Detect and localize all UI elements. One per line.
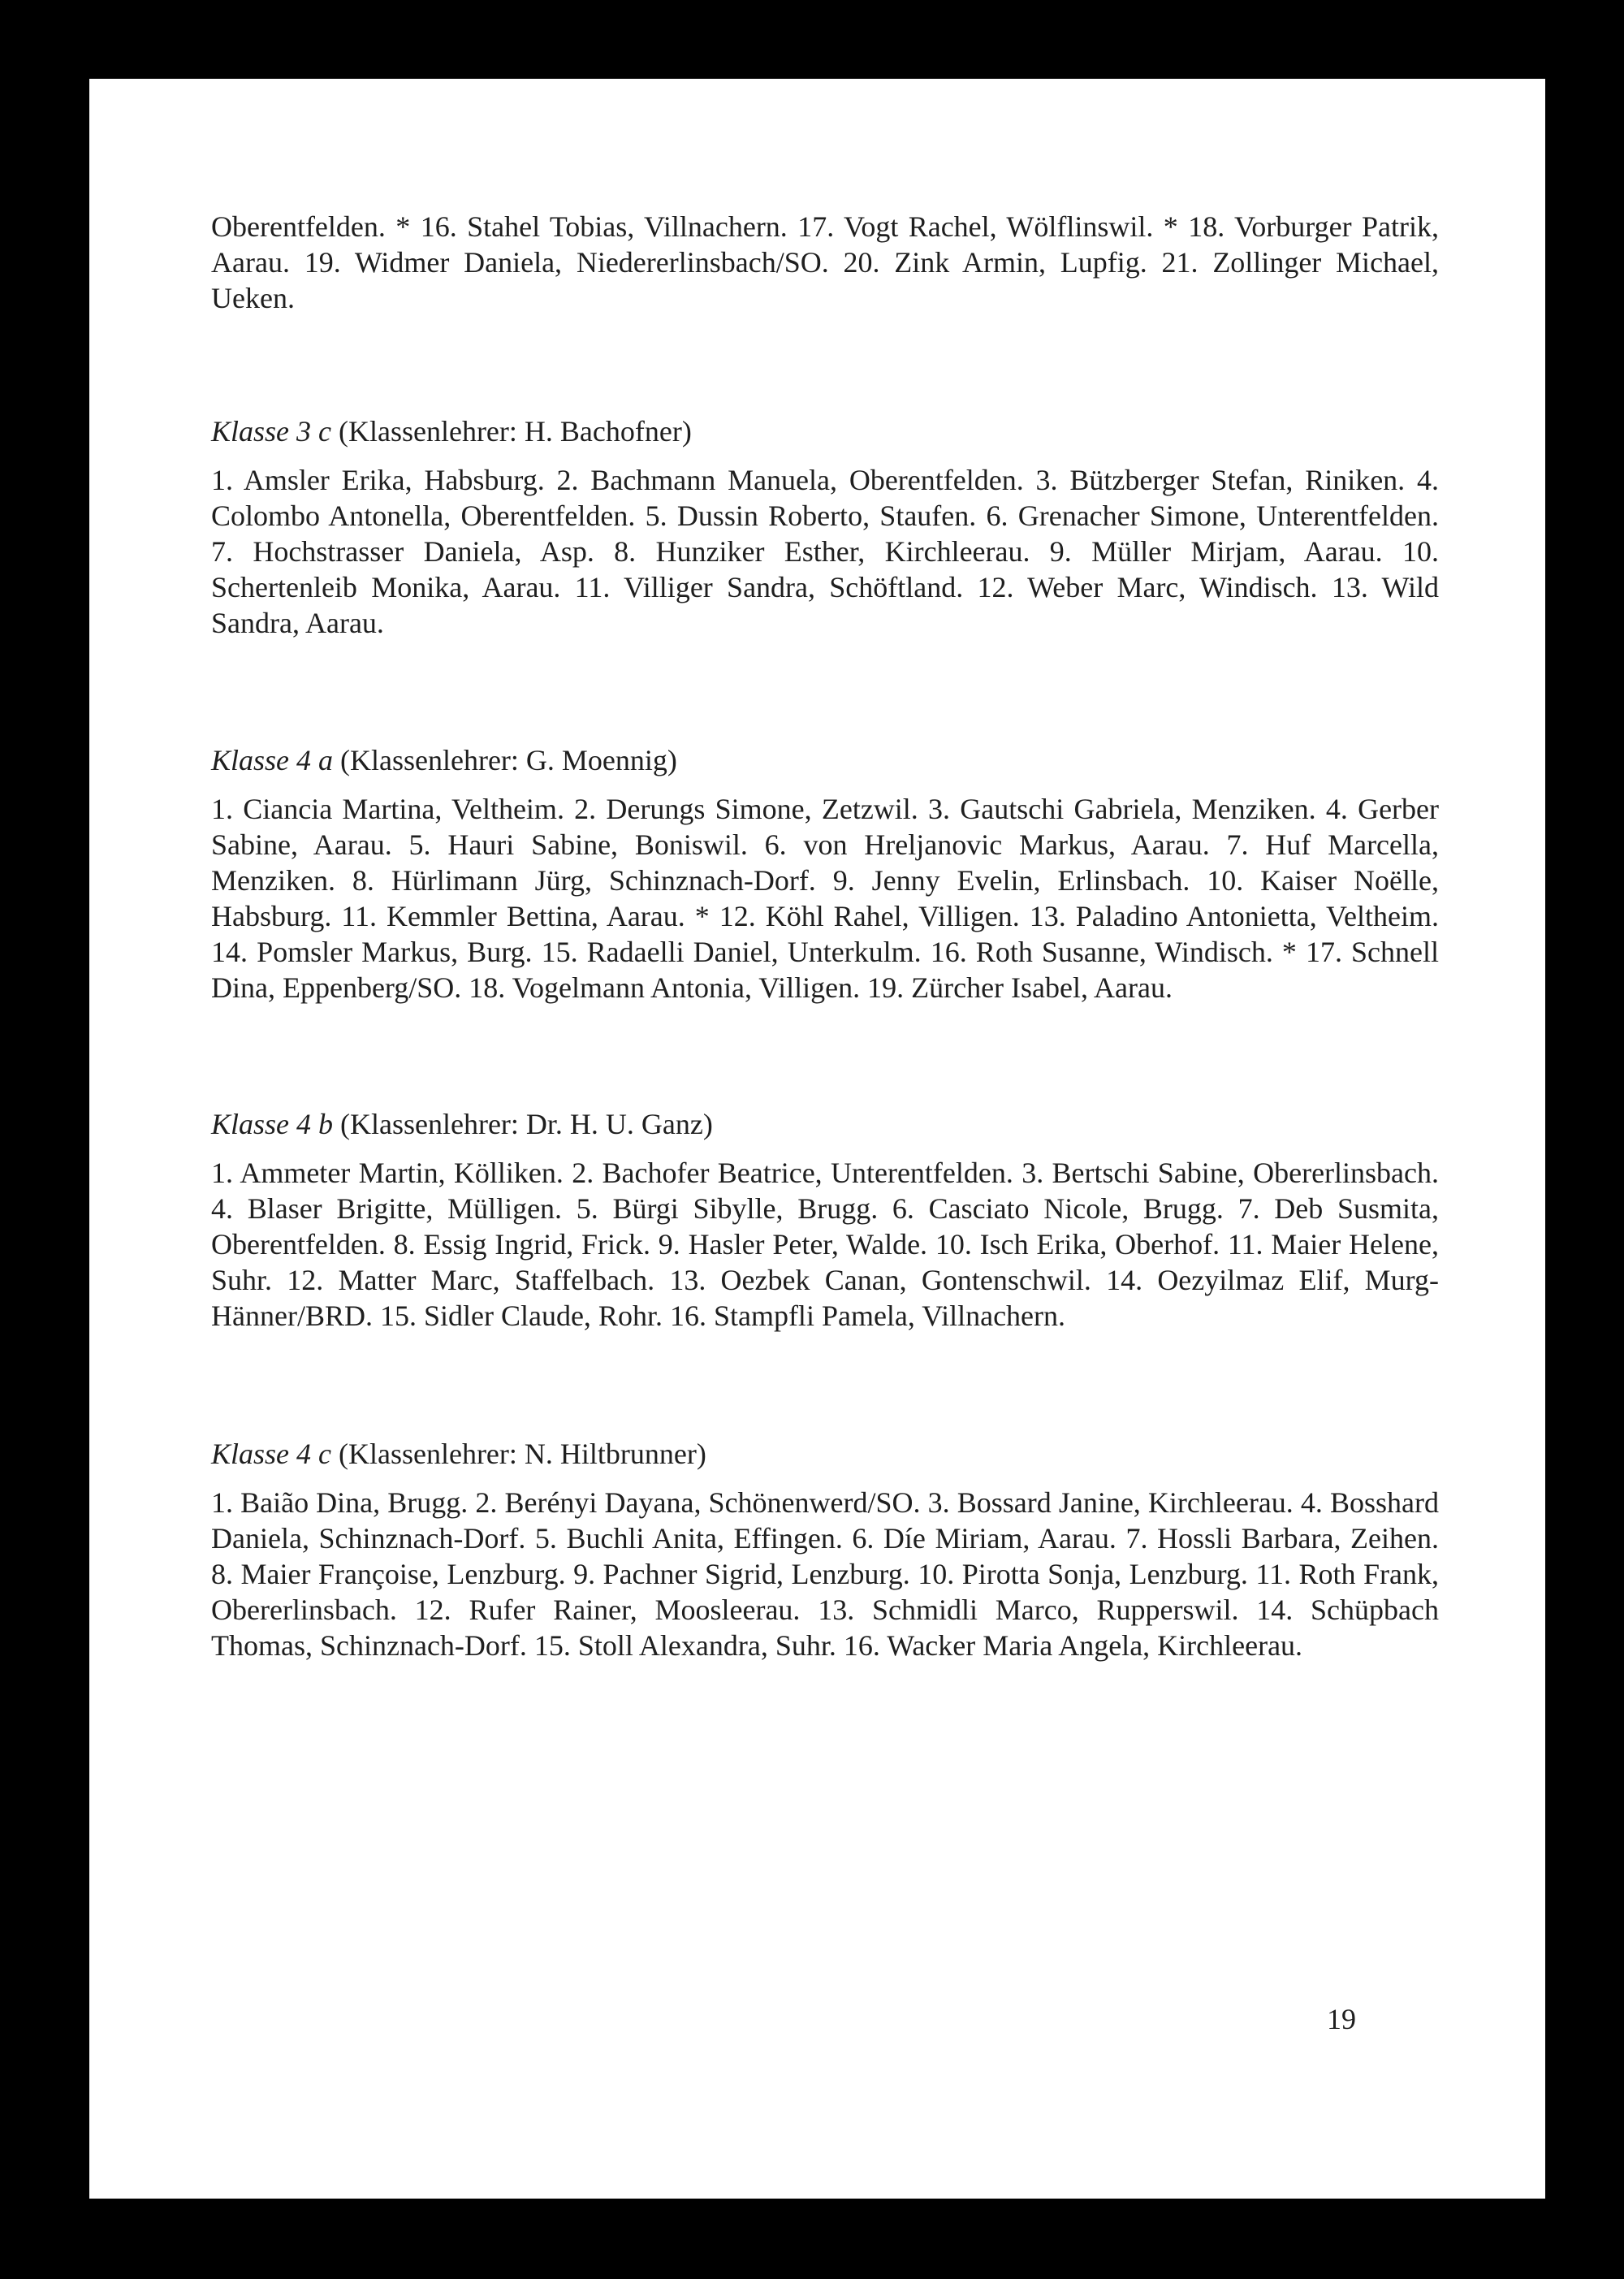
document-page — [89, 79, 1545, 2199]
section-heading — [211, 1436, 1439, 1472]
section-heading — [211, 413, 1439, 449]
student-list: 1. Amsler Erika, Habsburg. 2. Bachmann Manuela, Oberentfelden. 3. Bützberger Stefan, Riniken. 4. Colombo Antonella, Oberentfelden. 5. Dussin Roberto, Staufen. 6. Grenacher Simone, Unterentfelden. 7. Hochstrasser Daniela, Asp. 8. Hunziker Esther, Kirchleerau. 9. Müller Mirjam, Aarau. 10. Schertenleib Monika, Aarau. 11. Villiger Sandra, Schöftland. 12. Weber Marc, Windisch. 13. Wild Sandra, Aarau. — [211, 464, 1439, 639]
teacher-label: (Klassenlehrer: Dr. H. U. Ganz) — [340, 1108, 713, 1140]
student-list: 1. Ammeter Martin, Kölliken. 2. Bachofer Beatrice, Unterentfelden. 3. Bertschi Sabine, Obererlinsbach. 4. Blaser Brigitte, Mülligen. 5. Bürgi Sibylle, Brugg. 6. Casciato Nicole, Brugg. 7. Deb Susmita, Oberentfelden. 8. Essig Ingrid, Frick. 9. Hasler Peter, Walde. 10. Isch Erika, Oberhof. 11. Maier Helene, Suhr. 12. Matter Marc, Staffelbach. 13. Oezbek Canan, Gontenschwil. 14. Oezyilmaz Elif, Murg-Hänner/BRD. 15. Sidler Claude, Rohr. 16. Stampfli Pamela, Villnachern. — [211, 1157, 1439, 1332]
page-content — [211, 209, 1439, 1663]
page-number: 19 — [1327, 2003, 1356, 2035]
student-list: 1. Baião Dina, Brugg. 2. Berényi Dayana, Schönenwerd/SO. 3. Bossard Janine, Kirchleerau. 4. Bosshard Daniela, Schinznach-Dorf. 5. Buchli Anita, Effingen. 6. Díe Miriam, Aarau. 7. Hossli Barbara, Zeihen. 8. Maier Françoise, Lenzburg. 9. Pachner Sigrid, Lenzburg. 10. Pirotta Sonja, Lenzburg. 11. Roth Frank, Obererlinsbach. 12. Rufer Rainer, Moosleerau. 13. Schmidli Marco, Rupperswil. 14. Schüpbach Thomas, Schinznach-Dorf. 15. Stoll Alexandra, Suhr. 16. Wacker Maria Angela, Kirchleerau. — [211, 1486, 1439, 1662]
section-klasse-4a — [211, 742, 1439, 1005]
section-heading — [211, 742, 1439, 778]
intro-paragraph: Oberentfelden. * 16. Stahel Tobias, Villnachern. 17. Vogt Rachel, Wölflinswil. * 18. Vorburger Patrik, Aarau. 19. Widmer Daniela, Niedererlinsbach/SO. 20. Zink Armin, Lupfig. 21. Zollinger Michael, Ueken. — [211, 210, 1439, 314]
teacher-label: (Klassenlehrer: H. Bachofner) — [339, 415, 692, 448]
teacher-label: (Klassenlehrer: G. Moennig) — [340, 744, 677, 776]
section-heading — [211, 1106, 1439, 1142]
klasse-label: Klasse 4 a — [211, 744, 334, 776]
klasse-label: Klasse 4 c — [211, 1438, 331, 1470]
section-klasse-4b — [211, 1106, 1439, 1334]
klasse-label: Klasse 3 c — [211, 415, 331, 448]
teacher-label: (Klassenlehrer: N. Hiltbrunner) — [339, 1438, 706, 1470]
klasse-label: Klasse 4 b — [211, 1108, 334, 1140]
section-klasse-4c — [211, 1436, 1439, 1663]
student-list: 1. Ciancia Martina, Veltheim. 2. Derungs Simone, Zetzwil. 3. Gautschi Gabriela, Menziken. 4. Gerber Sabine, Aarau. 5. Hauri Sabine, Boniswil. 6. von Hreljanovic Markus, Aarau. 7. Huf Marcella, Menziken. 8. Hürlimann Jürg, Schinznach-Dorf. 9. Jenny Evelin, Erlinsbach. 10. Kaiser Noëlle, Habsburg. 11. Kemmler Bettina, Aarau. * 12. Köhl Rahel, Villigen. 13. Paladino Antonietta, Veltheim. 14. Pomsler Markus, Burg. 15. Radaelli Daniel, Unterkulm. 16. Roth Susanne, Windisch. * 17. Schnell Dina, Eppenberg/SO. 18. Vogelmann Antonia, Villigen. 19. Zürcher Isabel, Aarau. — [211, 793, 1439, 1004]
section-klasse-3c — [211, 413, 1439, 641]
